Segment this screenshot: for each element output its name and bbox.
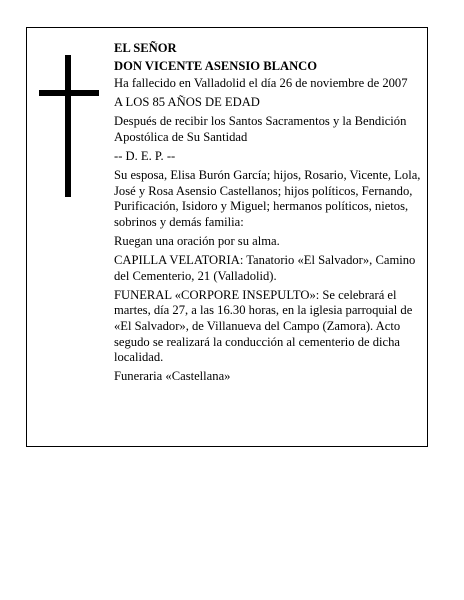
age-line: A LOS 85 AÑOS DE EDAD bbox=[114, 95, 260, 110]
rip-line: -- D. E. P. -- bbox=[114, 149, 176, 164]
cross-icon bbox=[39, 55, 99, 197]
cross-horizontal-bar bbox=[39, 90, 99, 96]
prayer-request: Ruegan una oración por su alma. bbox=[114, 234, 280, 249]
sacraments-line: Después de recibir los Santos Sacramentos y la Bendición Apostólica de Su Santidad bbox=[114, 114, 407, 144]
obituary-notice bbox=[26, 27, 428, 447]
funeral-home: Funeraria «Castellana» bbox=[114, 369, 231, 384]
notice-text bbox=[114, 41, 424, 388]
funeral-details: FUNERAL «CORPORE INSEPULTO»: Se celebrará el martes, día 27, a las 16.30 horas, en la iglesia parroquial de «El Salvador», de Villanueva del Campo (Zamora). Acto segudo se realizará la conducción al cementerio de dicha localidad. bbox=[114, 287, 413, 365]
deceased-name: DON VICENTE ASENSIO BLANCO bbox=[114, 58, 318, 73]
family-list: Su esposa, Elisa Burón García; hijos, Rosario, Vicente, Lola, José y Rosa Asensio Castellanos; hijos políticos, Fernando, Purificación, Isidoro y Miguel; hermanos políticos, nietos, sobrinos y demás familia: bbox=[114, 168, 421, 229]
wake-location: CAPILLA VELATORIA: Tanatorio «El Salvador», Camino del Cementerio, 21 (Valladolid). bbox=[114, 253, 416, 283]
death-announcement: Ha fallecido en Valladolid el día 26 de noviembre de 2007 bbox=[114, 76, 408, 91]
notice-heading-title: EL SEÑOR bbox=[114, 41, 177, 55]
cross-vertical-bar bbox=[65, 55, 71, 197]
